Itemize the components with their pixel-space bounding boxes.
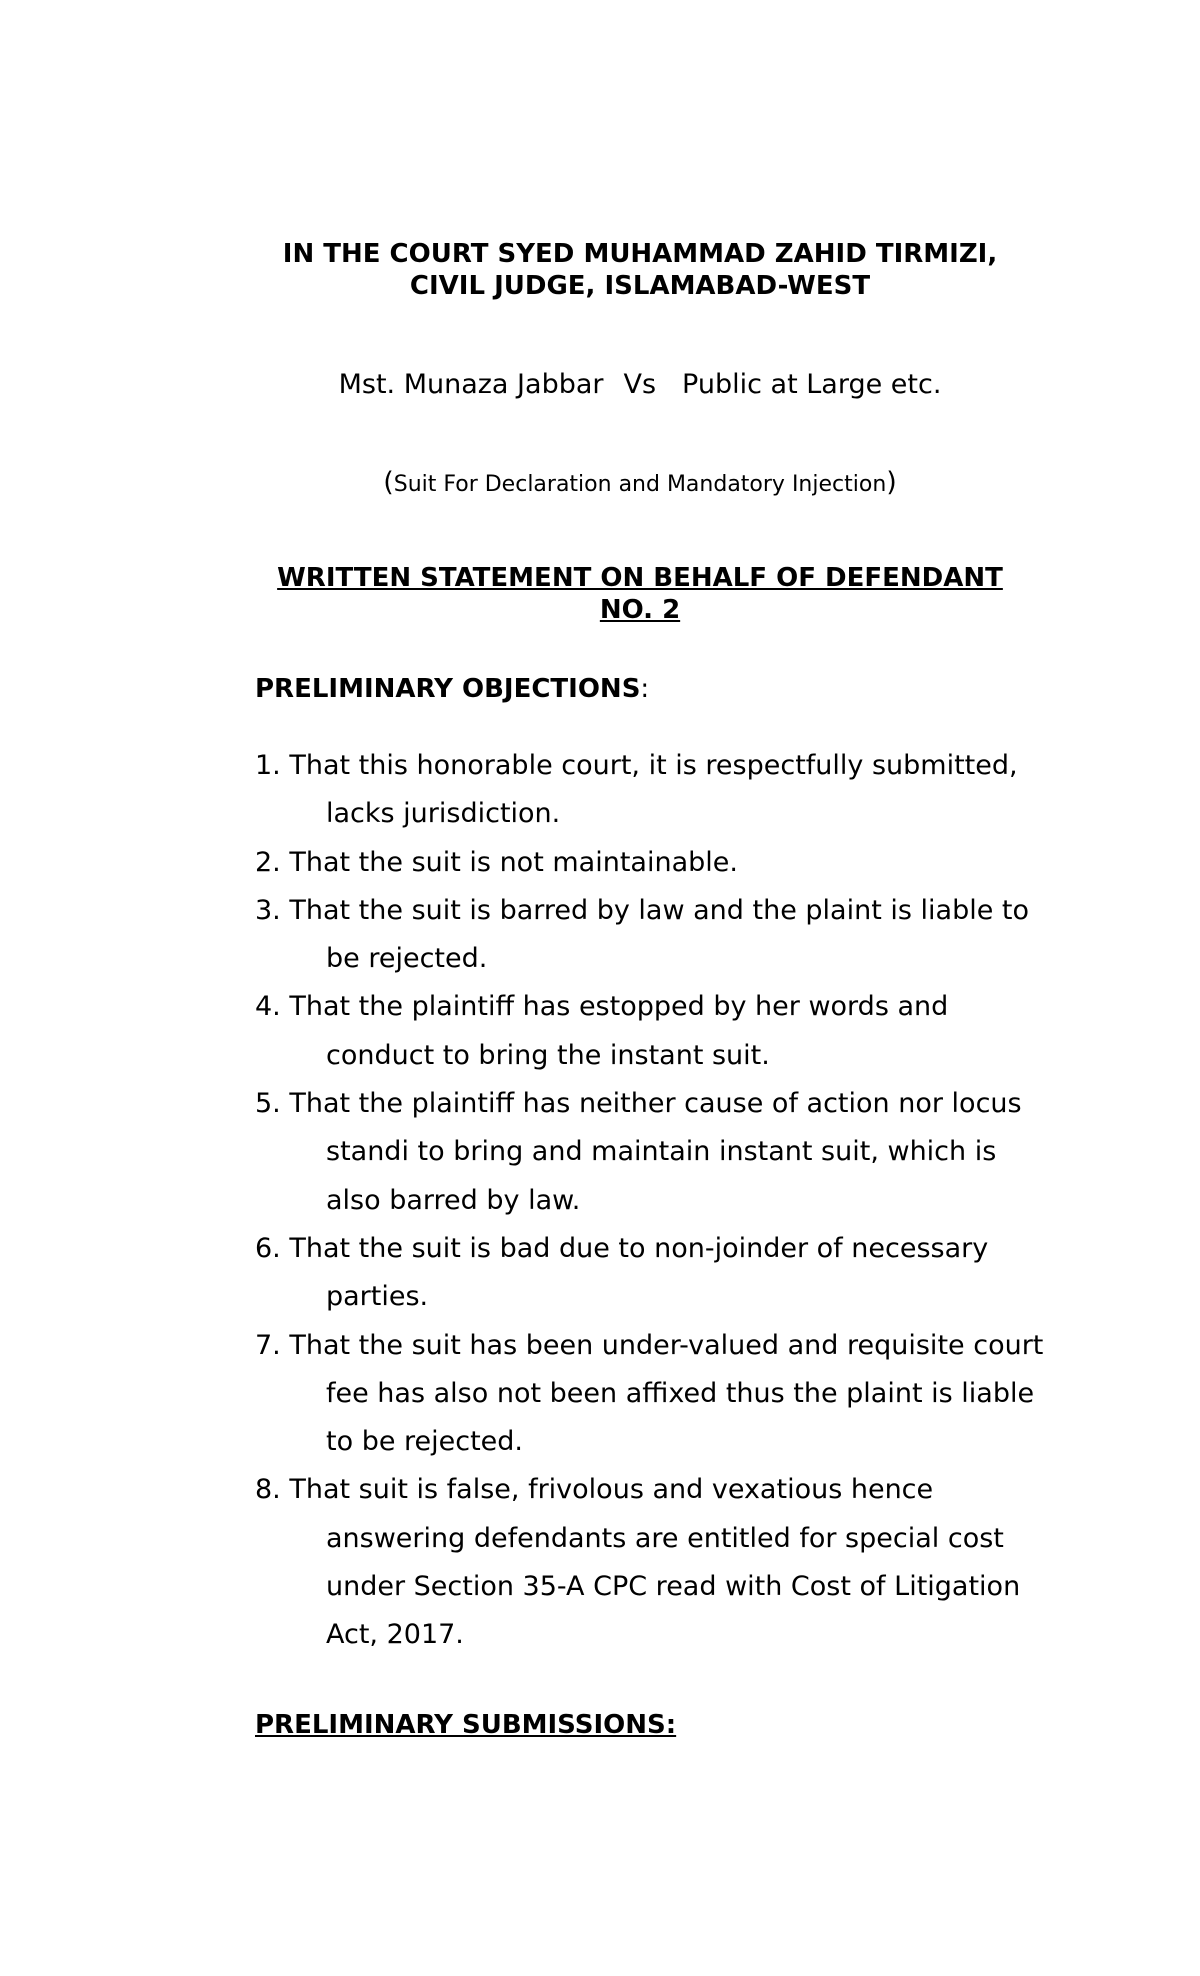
list-item-number: 5. — [255, 1088, 281, 1120]
list-item — [255, 839, 1045, 887]
list-item-number: 6. — [255, 1232, 281, 1264]
list-item-number: 1. — [255, 750, 281, 781]
court-heading-line-2: CIVIL JUDGE, ISLAMABAD-WEST — [409, 271, 871, 301]
written-statement-line-1: WRITTEN STATEMENT ON BEHALF OF DEFENDANT — [277, 563, 1003, 593]
suit-type-text: Suit For Declaration and Mandatory Injection — [393, 472, 887, 497]
list-item-text: That the plaintiff has neither cause of action nor locus standi to bring and maintain instant suit, which is also barred by law. — [289, 1088, 1022, 1216]
list-item — [255, 1466, 1045, 1659]
court-heading-line-1: IN THE COURT SYED MUHAMMAD ZAHID TIRMIZI, — [282, 239, 998, 269]
list-item-text: That this honorable court, it is respectfully submitted, lacks jurisdiction. — [289, 750, 1018, 830]
list-item-text: That the suit is bad due to non-joinder of necessary parties. — [289, 1232, 989, 1313]
versus-label: Vs — [623, 369, 657, 400]
defendant-name: Public at Large etc. — [682, 369, 942, 400]
court-heading — [255, 238, 1025, 302]
list-item — [255, 742, 1045, 839]
list-item-text: That the suit is barred by law and the plaint is liable to be rejected. — [289, 894, 1030, 975]
list-item-number: 7. — [255, 1329, 281, 1361]
list-item — [255, 1080, 1045, 1225]
list-item — [255, 983, 1045, 1080]
written-statement-heading — [255, 562, 1025, 626]
list-item-text: That the suit has been under-valued and requisite court fee has also not been affixed thus the plaint is liable to be rejected. — [289, 1329, 1044, 1458]
preliminary-objections-colon: : — [640, 674, 650, 704]
list-item — [255, 1225, 1045, 1322]
list-item-text: That suit is false, frivolous and vexatious hence answering defendants are entitled for special cost under Section 35-A CPC read with Cost of Litigation Act, 2017. — [289, 1474, 1021, 1651]
suit-type: (Suit For Declaration and Mandatory Injection) — [383, 467, 897, 498]
plaintiff-name: Mst. Munaza Jabbar — [338, 369, 604, 400]
list-item-number: 2. — [255, 846, 281, 878]
written-statement-line-2: NO. 2 — [599, 595, 681, 625]
list-item-number: 4. — [255, 991, 281, 1023]
list-item — [255, 1322, 1045, 1467]
objections-list — [255, 742, 1045, 1660]
list-item-text: That the plaintiff has estopped by her words and conduct to bring the instant suit. — [289, 991, 949, 1071]
list-item-text: That the suit is not maintainable. — [289, 846, 738, 878]
list-item-number: 3. — [255, 894, 281, 926]
case-parties — [255, 368, 1025, 402]
list-item-number: 8. — [255, 1474, 281, 1506]
preliminary-objections-title: PRELIMINARY OBJECTIONS — [255, 674, 641, 704]
preliminary-objections-heading — [255, 672, 649, 706]
preliminary-submissions-heading: PRELIMINARY SUBMISSIONS: — [255, 1710, 677, 1740]
list-item — [255, 887, 1045, 984]
